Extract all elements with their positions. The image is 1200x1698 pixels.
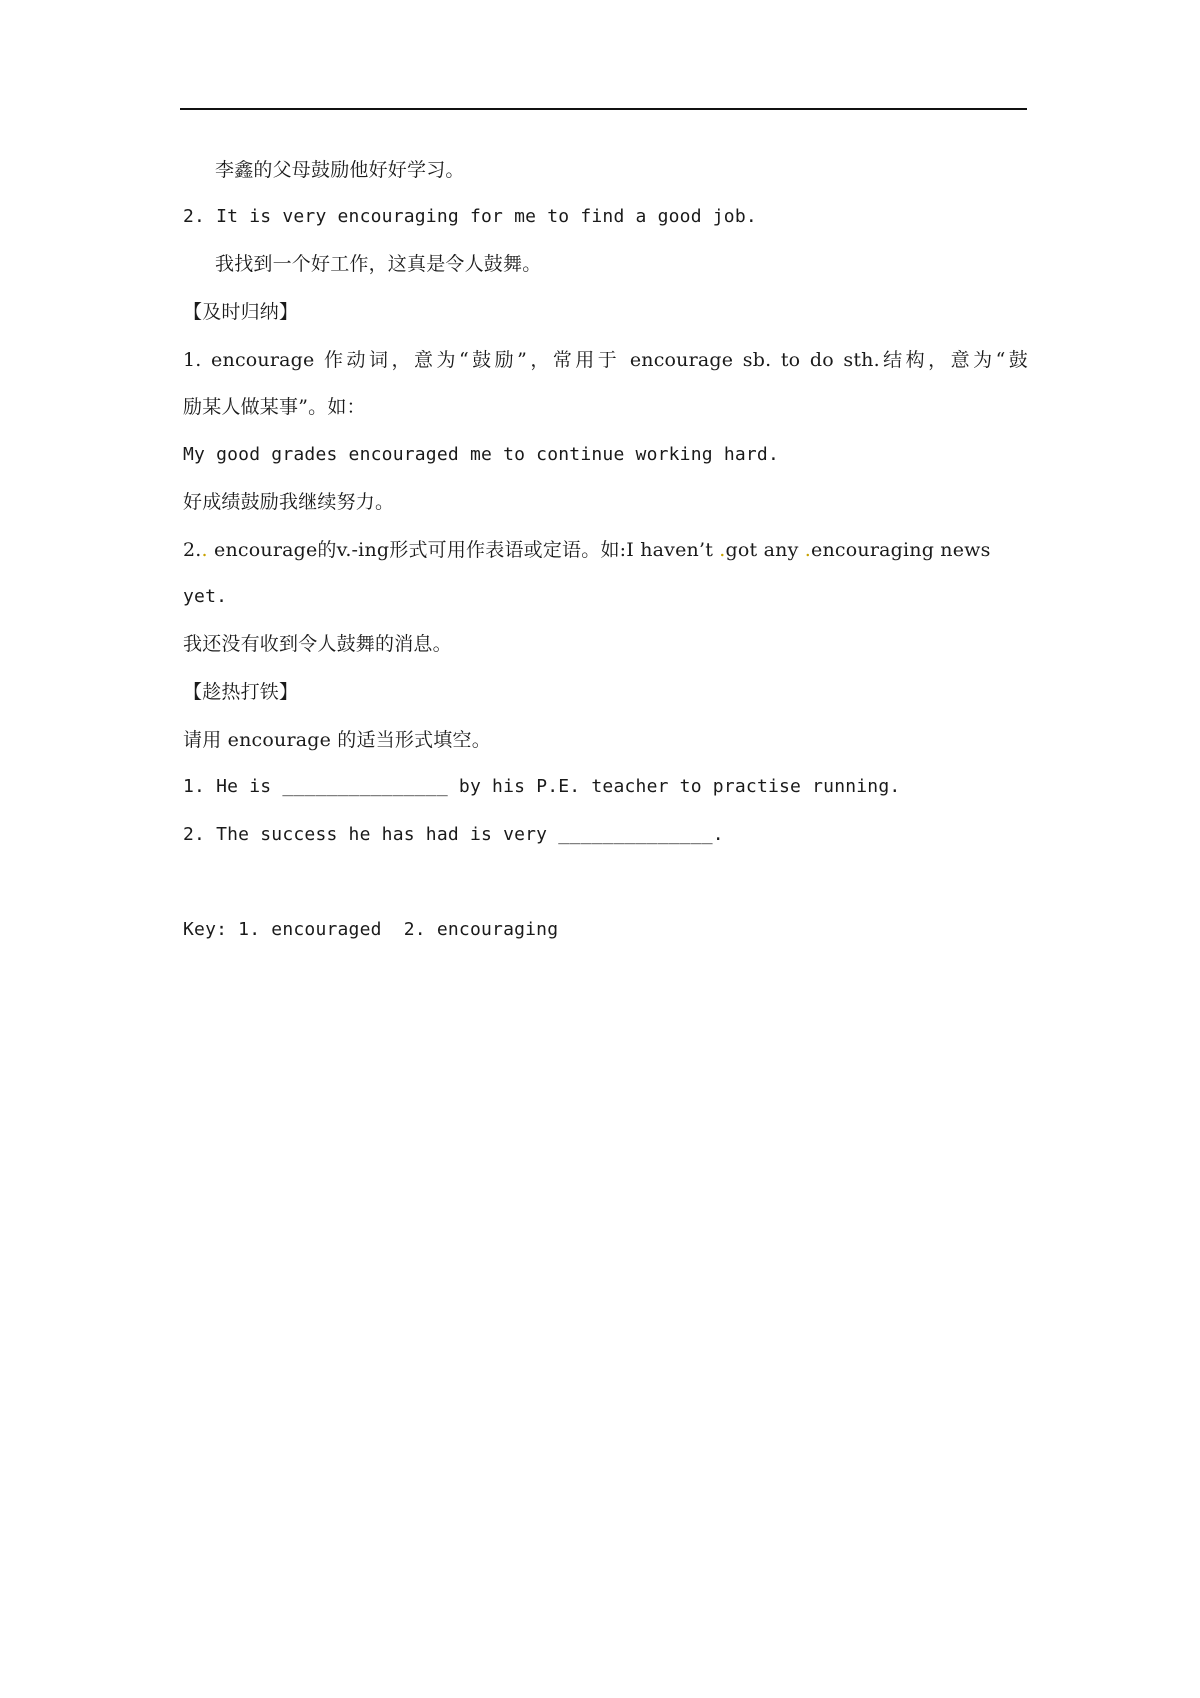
practice-item-2: 2. The success he has had is very ______________. — [183, 824, 724, 845]
example2-translation: 我找到一个好工作，这真是令人鼓舞。 — [215, 253, 542, 275]
summary2-mark-1: . — [201, 539, 208, 561]
practice1-part-b: y his P.E. tea — [469, 776, 625, 797]
summary1-example-part-b: w — [635, 444, 647, 465]
section-heading-practice: 【趁热打铁】 — [183, 681, 299, 703]
practice-instruction: 请用 encourage 的适当形式填空。 — [183, 729, 491, 751]
summary2-line1 — [183, 538, 1028, 562]
practice1-part-a: 1. He is _______________ b — [183, 776, 470, 797]
summary2-line1-part-a: 2. — [183, 539, 202, 561]
summary2-mark-2: . — [719, 539, 726, 561]
summary1-example-part-a: My good grades encouraged me to continue — [183, 444, 636, 465]
summary1-example-part-c: orking hard. — [646, 444, 780, 465]
summary2-line1-part-b: encourage的v.-ing形式可用作表语或定语。如:I haven’t — [207, 539, 720, 561]
summary2-line2: yet. — [183, 586, 228, 607]
header-rule — [180, 108, 1027, 110]
summary1-example — [183, 443, 1028, 467]
summary2-translation: 我还没有收到令人鼓舞的消息。 — [183, 633, 452, 655]
summary1-translation: 好成绩鼓励我继续努力。 — [183, 491, 395, 513]
example2-sentence: 2. It is very encouraging for me to find a good job. — [183, 206, 757, 227]
section-heading-summary: 【及时归纳】 — [183, 301, 299, 323]
practice1-part-c: cher to practise running. — [624, 776, 901, 797]
example1-translation: 李鑫的父母鼓励他好好学习。 — [215, 159, 465, 181]
practice-item-1 — [183, 775, 1028, 799]
summary2-mark-3: . — [804, 539, 812, 561]
summary1-line1: 1. encourage 作动词，意为“鼓励”，常用于 encourage sb. to do sth.结构，意为“鼓 — [183, 349, 1028, 371]
summary2-line1-part-d: encouraging news — [811, 539, 991, 561]
summary2-line1-part-c: got any — [725, 539, 805, 561]
answer-key: Key: 1. encouraged 2. encouraging — [183, 919, 559, 940]
summary1-line2: 励某人做某事”。如： — [183, 396, 366, 418]
